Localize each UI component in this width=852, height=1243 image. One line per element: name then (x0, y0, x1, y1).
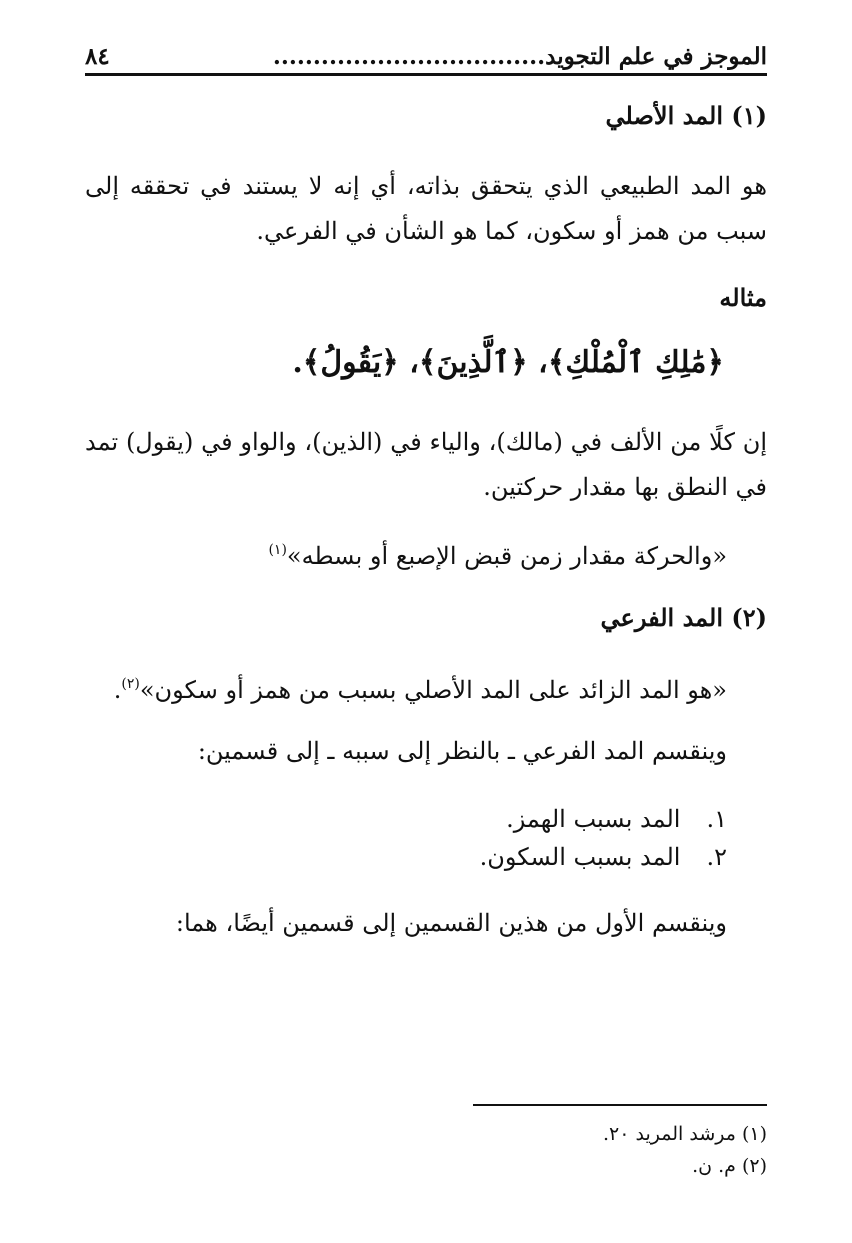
example-label: مثاله (719, 283, 767, 312)
subdivision-intro: وينقسم الأول من هذين القسمين إلى قسمين أيضًا، هما: (175, 909, 727, 937)
quran-examples: ﴿مَٰلِكِ ٱلْمُلْكِ﴾، ﴿ٱلَّذِينَ﴾، ﴿يَقُولُ﴾. (292, 345, 724, 380)
footnote-ref-1: (١) (268, 542, 287, 558)
list-item-text: المد بسبب السكون. (479, 843, 681, 871)
section-2-quote: «هو المد الزائد على المد الأصلي بسبب من همز أو سكون» (139, 676, 727, 704)
header-dots: .................................. (272, 43, 546, 70)
division-intro: وينقسم المد الفرعي ـ بالنظر إلى سببه ـ إلى قسمين: (197, 737, 727, 765)
list-item-number: ٢. (706, 843, 727, 871)
page-number: ٨٤ (85, 43, 110, 70)
list-item-number: ١. (706, 805, 727, 833)
section-1-paragraph: هو المد الطبيعي الذي يتحقق بذاته، أي إنه لا يستند في تحققه إلى سبب من همز أو سكون، كما هو الشأن في الفرعي. (85, 172, 767, 245)
list-item-text: المد بسبب الهمز. (506, 805, 681, 833)
footnote-2: (٢) م. ن. (692, 1155, 767, 1177)
section-2-period: . (113, 676, 122, 704)
division-list (480, 800, 727, 876)
footnote-ref-2: (٢) (121, 676, 140, 692)
list-item (480, 838, 727, 876)
section-1-heading: (١) المد الأصلي (605, 101, 767, 130)
footnote-divider (473, 1104, 767, 1106)
footnote-1: (١) مرشد المريد ٢٠. (603, 1123, 767, 1145)
haraka-quote: «والحركة مقدار زمن قبض الإصبع أو بسطه» (286, 542, 727, 570)
section-1-explanation: إن كلًا من الألف في (مالك)، والياء في (الذين)، والواو في (يقول) تمد في النطق بها مقدار حركتين. (85, 428, 767, 501)
running-title: الموجز في علم التجويد.................................. (272, 43, 767, 70)
section-2-definition (114, 666, 727, 708)
list-item (480, 800, 727, 838)
section-2-heading: (٢) المد الفرعي (600, 603, 767, 632)
haraka-definition (268, 532, 727, 574)
page-header (85, 33, 767, 76)
